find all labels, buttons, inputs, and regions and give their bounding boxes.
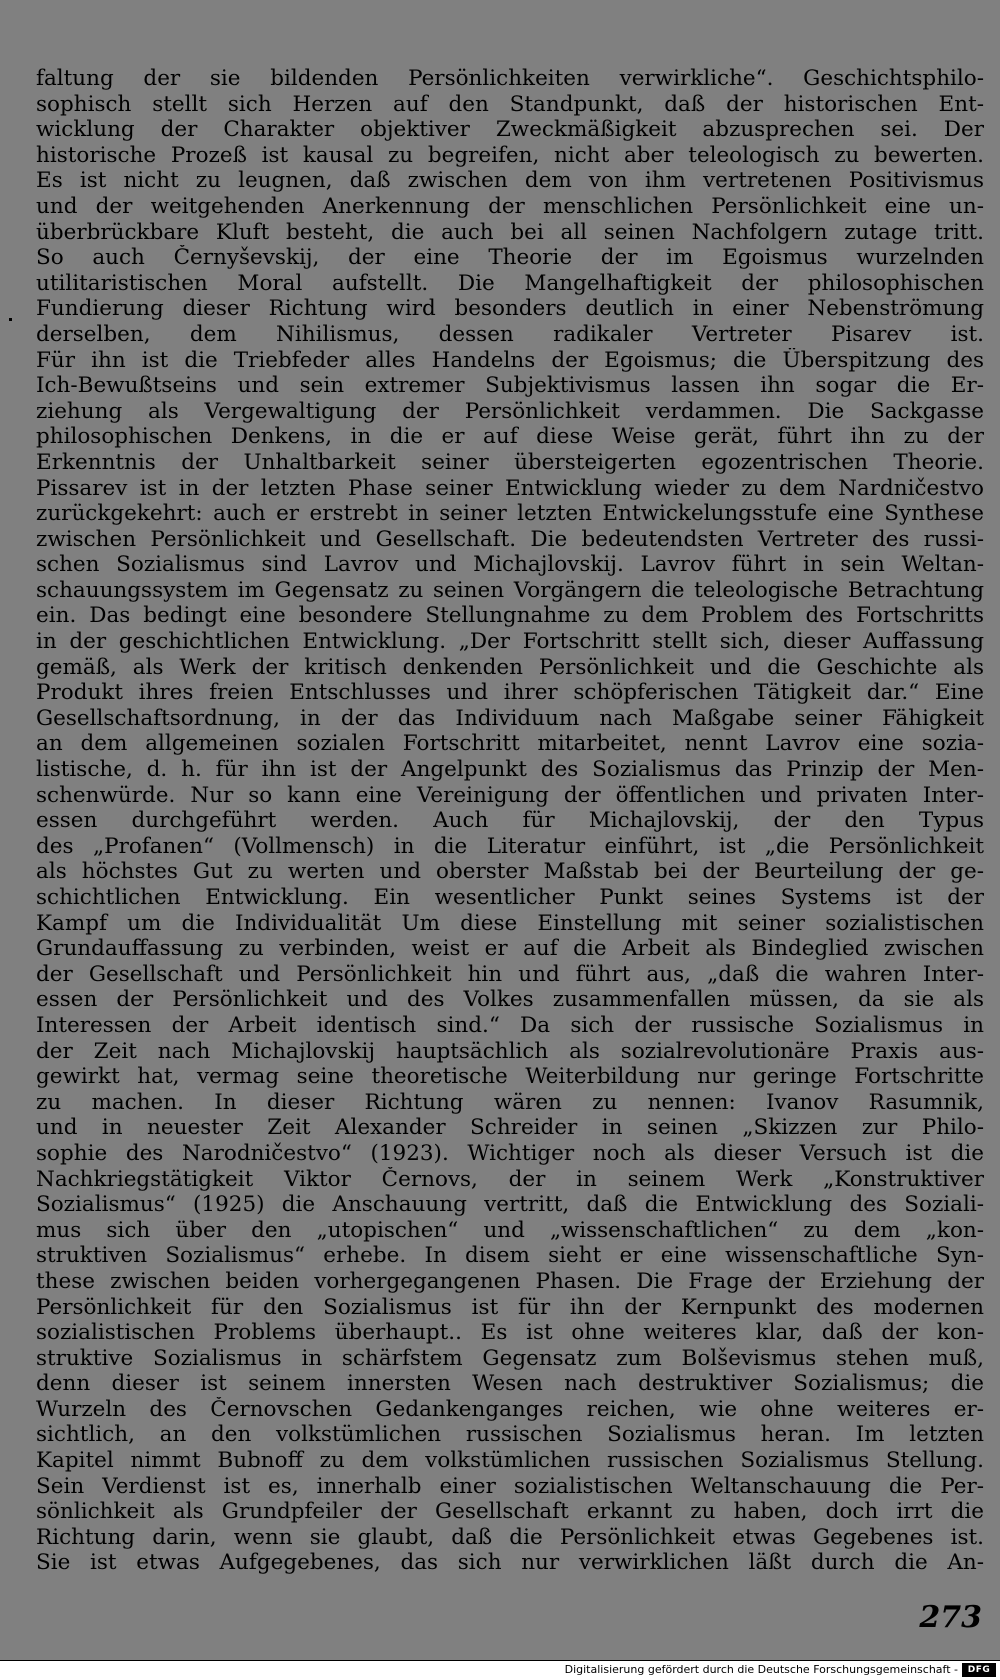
text-line: Ich-Bewußtseins und sein extremer Subjektivismus lassen ihn sogar die Er- bbox=[36, 373, 984, 399]
text-line: an dem allgemeinen sozialen Fortschritt mitarbeitet, nennt Lavrov eine sozia- bbox=[36, 731, 984, 757]
text-line: schenwürde. Nur so kann eine Vereinigung der öffentlichen und privaten Inter- bbox=[36, 782, 984, 808]
text-line: Nachkriegstätigkeit Viktor Černovs, der in seinem Werk „Konstruktiver bbox=[36, 1166, 984, 1192]
text-line: Sein Verdienst ist es, innerhalb einer sozialistischen Weltanschauung die Per- bbox=[36, 1473, 984, 1499]
text-line: Für ihn ist die Triebfeder alles Handelns der Egoismus; die Überspitzung des bbox=[36, 347, 984, 373]
text-line: Wurzeln des Černovschen Gedankenganges reichen, wie ohne weiteres er- bbox=[36, 1396, 984, 1422]
text-line: der Gesellschaft und Persönlichkeit hin und führt aus, „daß die wahren Inter- bbox=[36, 961, 984, 987]
text-line: utilitaristischen Moral aufstellt. Die Mangelhaftigkeit der philosophischen bbox=[36, 270, 984, 296]
text-line: Grundauffassung zu verbinden, weist er auf die Arbeit als Bindeglied zwischen bbox=[36, 936, 984, 962]
text-line: Erkenntnis der Unhaltbarkeit seiner übersteigerten egozentrischen Theorie. bbox=[36, 449, 984, 475]
text-line: wicklung der Charakter objektiver Zweckmäßigkeit abzusprechen sei. Der bbox=[36, 117, 984, 143]
footer-credit: Digitalisierung gefördert durch die Deutsche Forschungsgemeinschaft - bbox=[564, 1663, 958, 1676]
text-line: listische, d. h. für ihn ist der Angelpunkt des Sozialismus das Prinzip der Men- bbox=[36, 757, 984, 783]
text-line: Kampf um die Individualität Um diese Einstellung mit seiner sozialistischen bbox=[36, 910, 984, 936]
text-line: schauungssystem im Gegensatz zu seinen Vorgängern die teleologische Betrachtung bbox=[36, 577, 984, 603]
text-line: derselben, dem Nihilismus, dessen radikaler Vertreter Pisarev ist. bbox=[36, 321, 984, 347]
body-text bbox=[36, 66, 984, 1576]
text-line: struktiven Sozialismus“ erhebe. In disem sieht er eine wissenschaftliche Syn- bbox=[36, 1243, 984, 1269]
text-line: faltung der sie bildenden Persönlichkeiten verwirkliche“. Geschichtsphilo- bbox=[36, 66, 984, 91]
text-line: Gesellschaftsordnung, in der das Individuum nach Maßgabe seiner Fähigkeit bbox=[36, 705, 984, 731]
text-line: zwischen Persönlichkeit und Gesellschaft. Die bedeutendsten Vertreter des russi- bbox=[36, 526, 984, 552]
text-line: these zwischen beiden vorhergegangenen Phasen. Die Frage der Erziehung der bbox=[36, 1268, 984, 1294]
text-line: zurückgekehrt: auch er erstrebt in seiner letzten Entwickelungsstufe eine Synthese bbox=[36, 501, 984, 527]
text-line: sophie des Narodničestvo“ (1923). Wichtiger noch als dieser Versuch ist die bbox=[36, 1140, 984, 1166]
text-line: in der geschichtlichen Entwicklung. „Der Fortschritt stellt sich, dieser Auffassung bbox=[36, 629, 984, 655]
page-number: 273 bbox=[919, 1600, 982, 1635]
text-line: ziehung als Vergewaltigung der Persönlichkeit verdammen. Die Sackgasse bbox=[36, 398, 984, 424]
text-line: des „Profanen“ (Vollmensch) in die Literatur einführt, ist „die Persönlichkeit bbox=[36, 833, 984, 859]
text-line: Persönlichkeit für den Sozialismus ist für ihn der Kernpunkt des modernen bbox=[36, 1294, 984, 1320]
text-line: Richtung darin, wenn sie glaubt, daß die Persönlichkeit etwas Gegebenes ist. bbox=[36, 1524, 984, 1550]
text-line: und der weitgehenden Anerkennung der menschlichen Persönlichkeit eine un- bbox=[36, 193, 984, 219]
margin-mark bbox=[9, 318, 12, 321]
text-line: Es ist nicht zu leugnen, daß zwischen dem von ihm vertretenen Positivismus bbox=[36, 168, 984, 194]
text-line: und in neuester Zeit Alexander Schreider in seinen „Skizzen zur Philo- bbox=[36, 1115, 984, 1141]
text-line: struktive Sozialismus in schärfstem Gegensatz zum Bolševismus stehen muß, bbox=[36, 1345, 984, 1371]
text-line: sophisch stellt sich Herzen auf den Standpunkt, daß der historischen Ent- bbox=[36, 91, 984, 117]
text-line: denn dieser ist seinem innersten Wesen nach destruktiver Sozialismus; die bbox=[36, 1371, 984, 1397]
text-line: So auch Černyševskij, der eine Theorie der im Egoismus wurzelnden bbox=[36, 245, 984, 271]
text-line: Sozialismus“ (1925) die Anschauung vertritt, daß die Entwicklung des Soziali- bbox=[36, 1192, 984, 1218]
dfg-logo: DFG bbox=[962, 1663, 996, 1677]
text-line: sichtlich, an den volkstümlichen russischen Sozialismus heran. Im letzten bbox=[36, 1422, 984, 1448]
text-line: zu machen. In dieser Richtung wären zu nennen: Ivanov Rasumnik, bbox=[36, 1089, 984, 1115]
text-line: überbrückbare Kluft besteht, die auch bei all seinen Nachfolgern zutage tritt. bbox=[36, 219, 984, 245]
text-line: der Zeit nach Michajlovskij hauptsächlich als sozialrevolutionäre Praxis aus- bbox=[36, 1038, 984, 1064]
text-line: historische Prozeß ist kausal zu begreifen, nicht aber teleologisch zu bewerten. bbox=[36, 142, 984, 168]
text-line: Interessen der Arbeit identisch sind.“ Da sich der russische Sozialismus in bbox=[36, 1012, 984, 1038]
text-line: ein. Das bedingt eine besondere Stellungnahme zu dem Problem des Fortschritts bbox=[36, 603, 984, 629]
text-line: gewirkt hat, vermag seine theoretische Weiterbildung nur geringe Fortschritte bbox=[36, 1064, 984, 1090]
text-line: Produkt ihres freien Entschlusses und ihrer schöpferischen Tätigkeit dar.“ Eine bbox=[36, 680, 984, 706]
text-line: mus sich über den „utopischen“ und „wissenschaftlichen“ zu dem „kon- bbox=[36, 1217, 984, 1243]
text-line: als höchstes Gut zu werten und oberster Maßstab bei der Beurteilung der ge- bbox=[36, 859, 984, 885]
text-line: schichtlichen Entwicklung. Ein wesentlicher Punkt seines Systems ist der bbox=[36, 885, 984, 910]
text-line: Sie ist etwas Aufgegebenes, das sich nur verwirklichen läßt durch die An- bbox=[36, 1550, 984, 1576]
text-line: Kapitel nimmt Bubnoff zu dem volkstümlichen russischen Sozialismus Stellung. bbox=[36, 1448, 984, 1474]
text-line: sönlichkeit als Grundpfeiler der Gesellschaft erkannt zu haben, doch irrt die bbox=[36, 1499, 984, 1525]
text-line: sozialistischen Problems überhaupt.. Es ist ohne weiteres klar, daß der kon- bbox=[36, 1320, 984, 1346]
text-line: essen der Persönlichkeit und des Volkes zusammenfallen müssen, da sie als bbox=[36, 987, 984, 1013]
text-line: Fundierung dieser Richtung wird besonders deutlich in einer Nebenströmung bbox=[36, 296, 984, 322]
text-line: Pissarev ist in der letzten Phase seiner Entwicklung wieder zu dem Nardničestvo bbox=[36, 475, 984, 501]
text-line: schen Sozialismus sind Lavrov und Michajlovskij. Lavrov führt in sein Weltan- bbox=[36, 552, 984, 578]
text-line: gemäß, als Werk der kritisch denkenden Persönlichkeit und die Geschichte als bbox=[36, 654, 984, 680]
text-line: essen durchgeführt werden. Auch für Michajlovskij, der den Typus bbox=[36, 808, 984, 834]
text-line: philosophischen Denkens, in die er auf diese Weise gerät, führt ihn zu der bbox=[36, 424, 984, 450]
